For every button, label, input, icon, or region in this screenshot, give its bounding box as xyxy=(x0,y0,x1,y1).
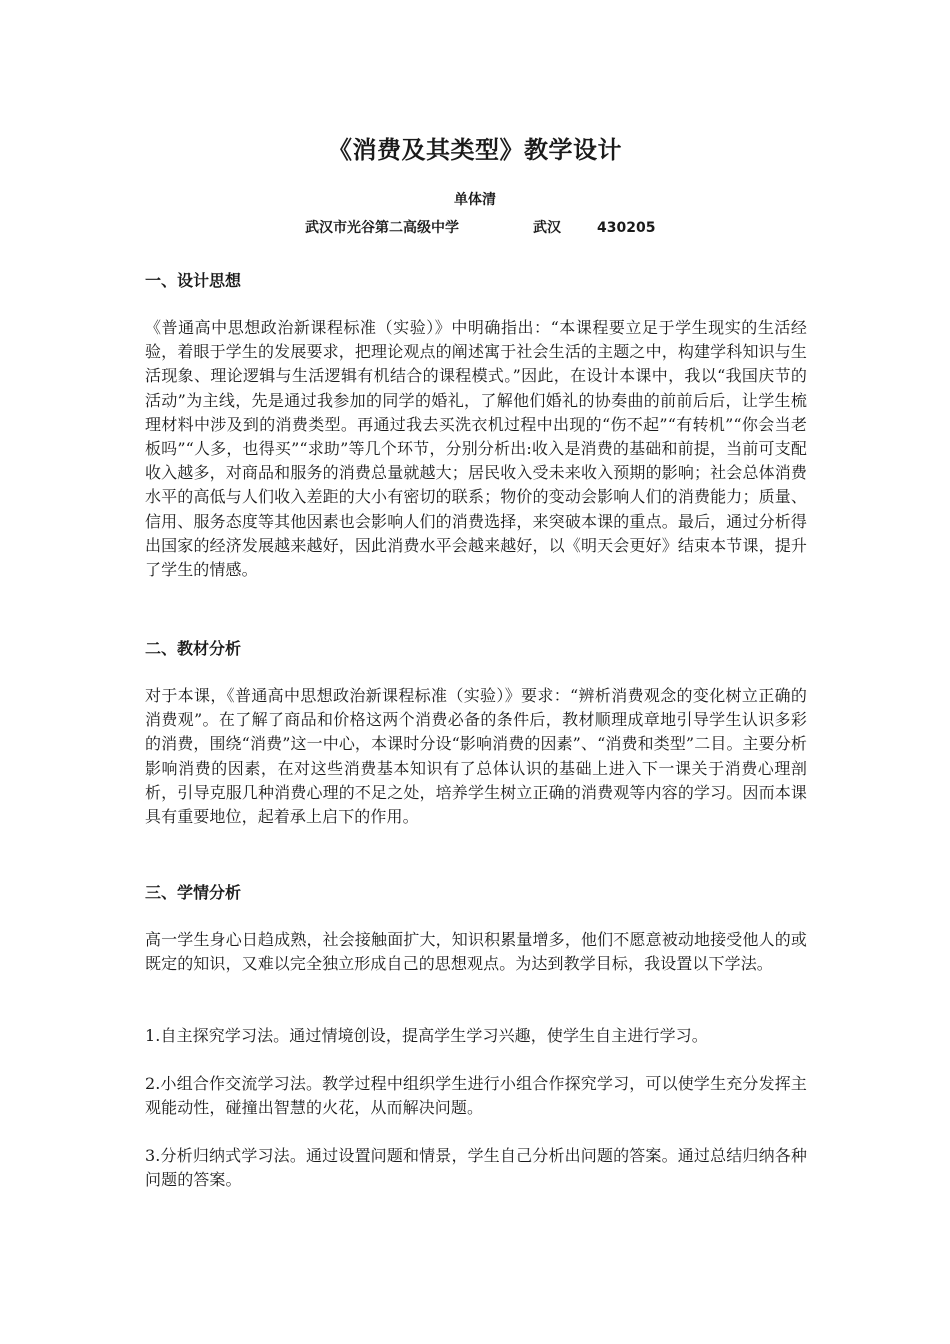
affiliation-postcode: 430205 xyxy=(597,220,656,236)
author-name: 单体清 xyxy=(454,192,496,208)
author-affiliation xyxy=(305,218,725,238)
section-paragraph: 2.小组合作交流学习法。教学过程中组织学生进行小组合作探究学习，可以使学生充分发挥主观能动性，碰撞出智慧的火花，从而解决问题。 xyxy=(145,1074,807,1118)
affiliation-school: 武汉市光谷第二高级中学 xyxy=(305,220,459,236)
section-heading-student-analysis: 三、学情分析 xyxy=(145,883,242,902)
section-heading-textbook-analysis: 二、教材分析 xyxy=(145,639,242,658)
document-title: 《消费及其类型》教学设计 xyxy=(328,136,622,164)
section-paragraph: 3.分析归纳式学习法。通过设置问题和情景，学生自己分析出问题的答案。通过总结归纳各种问题的答案。 xyxy=(145,1146,807,1190)
section-paragraph: 高一学生身心日趋成熟，社会接触面扩大，知识积累量增多，他们不愿意被动地接受他人的或既定的知识，又难以完全独立形成自己的思想观点。为达到教学目标，我设置以下学法。 xyxy=(145,930,807,974)
section-paragraph: 1.自主探究学习法。通过情境创设，提高学生学习兴趣，使学生自主进行学习。 xyxy=(145,1026,708,1045)
section-heading-design-idea: 一、设计思想 xyxy=(145,271,242,290)
affiliation-city: 武汉 xyxy=(533,220,561,236)
section-paragraph: 对于本课，《普通高中思想政治新课程标准（实验）》要求：“辨析消费观念的变化树立正确的消费观”。在了解了商品和价格这两个消费必备的条件后，教材顺理成章地引导学生认识多彩的消费，围绕“消费”这一中心，本课时分设“影响消费的因素”、“消费和类型”二目。主要分析影响消费的因素，在对这些消费基本知识有了总体认识的基础上进入下一课关于消费心理剖析，引导克服几种消费心理的不足之处，培养学生树立正确的消费观等内容的学习。因而本课具有重要地位，起着承上启下的作用。 xyxy=(145,686,807,827)
section-paragraph: 《普通高中思想政治新课程标准（实验）》中明确指出：“本课程要立足于学生现实的生活经验，着眼于学生的发展要求，把理论观点的阐述寓于社会生活的主题之中，构建学科知识与生活现象、理论逻辑与生活逻辑有机结合的课程模式。”因此，在设计本课中，我以“我国庆节的活动”为主线，先是通过我参加的同学的婚礼，了解他们婚礼的协奏曲的前前后后，让学生梳理材料中涉及到的消费类型。再通过我去买洗衣机过程中出现的“伤不起”“有转机”“你会当老板吗”“人多，也得买”“求助”等几个环节，分别分析出:收入是消费的基础和前提，当前可支配收入越多，对商品和服务的消费总量就越大；居民收入受未来收入预期的影响；社会总体消费水平的高低与人们收入差距的大小有密切的联系；物价的变动会影响人们的消费能力；质量、信用、服务态度等其他因素也会影响人们的消费选择，来突破本课的重点。最后，通过分析得出国家的经济发展越来越好，因此消费水平会越来越好，以《明天会更好》结束本节课，提升了学生的情感。 xyxy=(145,318,807,580)
